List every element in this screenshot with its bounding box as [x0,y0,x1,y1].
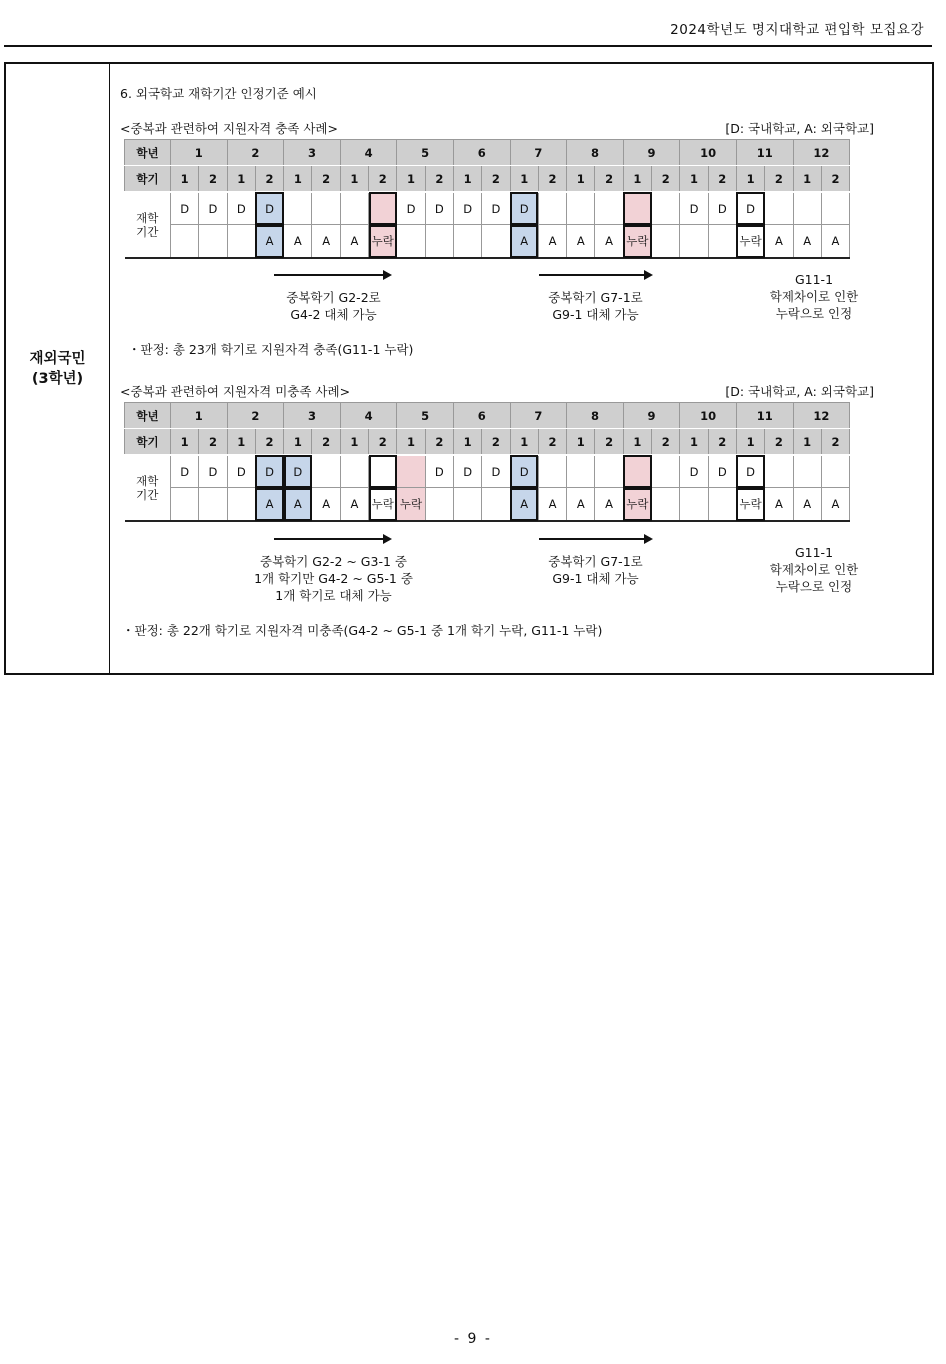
note-line: G11-1 [794,272,834,287]
semester-cell: 2 [312,429,340,456]
foreign-cell: A [821,225,849,259]
period-row-label: 재학 기간 [125,455,171,521]
year-cell: 6 [453,140,510,166]
foreign-cell [708,225,736,259]
year-cell: 6 [453,403,510,429]
semester-cell: 2 [765,166,793,193]
year-cell: 11 [736,140,793,166]
semester-cell: 2 [425,429,453,456]
case2-note-1 [236,553,431,604]
year-cell: 5 [397,140,454,166]
domestic-cell: D [199,192,227,225]
semester-cell: 2 [652,166,680,193]
foreign-cell: A [765,488,793,522]
semester-cell: 1 [171,429,199,456]
foreign-cell: A [793,488,821,522]
case2-arrow-1 [274,538,390,540]
note-line: 학제차이로 인한 [769,289,859,304]
domestic-cell [793,455,821,488]
foreign-cell [227,225,255,259]
domestic-cell [652,192,680,225]
note-line: 중복학기 G2-2로 [286,290,381,305]
foreign-cell [482,488,510,522]
domestic-cell: D [227,455,255,488]
case1-title: <중복과 관련하여 지원자격 충족 사례> [120,121,338,136]
semester-cell: 2 [482,429,510,456]
foreign-cell [199,225,227,259]
foreign-cell: 누락 [369,488,397,522]
year-cell: 5 [397,403,454,429]
case2-table [124,402,850,522]
year-cell: 11 [736,403,793,429]
year-cell: 1 [171,403,228,429]
year-cell: 8 [567,403,624,429]
domestic-cell: D [680,455,708,488]
foreign-cell: 누락 [623,488,651,522]
foreign-cell: A [567,225,595,259]
year-row-label: 학년 [125,140,171,166]
domestic-cell: D [708,455,736,488]
year-cell: 7 [510,140,567,166]
foreign-cell: A [793,225,821,259]
semester-cell: 2 [595,166,623,193]
domestic-cell: D [510,192,538,225]
foreign-cell: A [284,225,312,259]
foreign-cell [425,488,453,522]
semester-row-label: 학기 [125,429,171,456]
note-line: G9-1 대체 가능 [552,571,639,586]
semester-cell: 1 [793,166,821,193]
foreign-cell: A [284,488,312,522]
content-frame [4,62,934,675]
year-cell: 12 [793,140,850,166]
foreign-cell: A [538,225,566,259]
domestic-cell [340,455,368,488]
year-cell: 2 [227,140,284,166]
case1-arrow-2 [539,274,651,276]
foreign-cell [397,225,425,259]
domestic-cell [369,192,397,225]
note-line: G4-2 대체 가능 [290,307,377,322]
semester-cell: 1 [510,166,538,193]
note-line: 1개 학기만 G4-2 ~ G5-1 중 [254,571,413,586]
category-cell [6,64,110,673]
domestic-cell: D [482,192,510,225]
domestic-cell: D [171,455,199,488]
case2-note-2 [518,553,673,587]
page-number: - 9 - [454,1331,492,1347]
semester-cell: 2 [369,429,397,456]
domestic-cell: D [425,192,453,225]
header-rule [4,45,932,47]
year-cell: 1 [171,140,228,166]
semester-cell: 2 [821,166,849,193]
domestic-cell [538,192,566,225]
semester-cell: 1 [340,429,368,456]
foreign-cell [227,488,255,522]
semester-cell: 2 [765,429,793,456]
domestic-cell [369,455,397,488]
year-cell: 12 [793,403,850,429]
foreign-cell [708,488,736,522]
domestic-cell [567,192,595,225]
foreign-cell [482,225,510,259]
foreign-cell [199,488,227,522]
domestic-cell: D [453,192,481,225]
semester-cell: 2 [652,429,680,456]
domestic-cell: D [199,455,227,488]
year-cell: 8 [567,140,624,166]
semester-cell: 1 [680,166,708,193]
year-cell: 4 [340,140,397,166]
year-cell: 3 [284,403,341,429]
period-row-label: 재학 기간 [125,192,171,258]
semester-cell: 1 [567,166,595,193]
section-title: 6. 외국학교 재학기간 인정기준 예시 [120,86,317,101]
case1-arrow-1 [274,274,390,276]
domestic-cell: D [255,455,283,488]
semester-cell: 1 [680,429,708,456]
foreign-cell: A [510,488,538,522]
semester-cell: 1 [284,429,312,456]
note-line: 1개 학기로 대체 가능 [275,588,392,603]
foreign-cell [453,225,481,259]
semester-cell: 1 [227,429,255,456]
semester-cell: 2 [199,429,227,456]
semester-cell: 1 [397,166,425,193]
category-label-line1: 재외국민 [29,350,86,367]
domestic-cell [765,192,793,225]
year-cell: 9 [623,140,680,166]
domestic-cell: D [425,455,453,488]
domestic-cell [284,192,312,225]
domestic-cell [765,455,793,488]
semester-cell: 1 [623,429,651,456]
semester-cell: 1 [453,166,481,193]
case1-note-3 [739,271,889,322]
case2-title: <중복과 관련하여 지원자격 미충족 사례> [120,384,351,399]
foreign-cell [171,225,199,259]
domestic-cell [793,192,821,225]
note-line: G9-1 대체 가능 [552,307,639,322]
foreign-cell: A [595,225,623,259]
semester-cell: 2 [255,166,283,193]
year-cell: 4 [340,403,397,429]
domestic-cell [312,192,340,225]
semester-cell: 1 [793,429,821,456]
semester-cell: 2 [538,166,566,193]
semester-row-label: 학기 [125,166,171,193]
domestic-cell: D [680,192,708,225]
foreign-cell [171,488,199,522]
note-line: 누락으로 인정 [775,579,853,594]
semester-cell: 2 [538,429,566,456]
foreign-cell: 누락 [736,225,764,259]
domestic-cell: D [453,455,481,488]
semester-cell: 2 [255,429,283,456]
case1-table [124,139,850,259]
domestic-cell [595,455,623,488]
semester-cell: 1 [397,429,425,456]
semester-cell: 2 [708,166,736,193]
foreign-cell: 누락 [736,488,764,522]
domestic-cell [567,455,595,488]
semester-cell: 2 [199,166,227,193]
semester-cell: 1 [284,166,312,193]
case2-legend: [D: 국내학교, A: 외국학교] [725,384,874,399]
semester-cell: 2 [821,429,849,456]
foreign-cell [680,488,708,522]
semester-cell: 1 [227,166,255,193]
foreign-cell: A [538,488,566,522]
foreign-cell: A [567,488,595,522]
semester-cell: 1 [171,166,199,193]
foreign-cell: A [255,488,283,522]
foreign-cell: A [312,488,340,522]
year-cell: 7 [510,403,567,429]
domestic-cell [623,192,651,225]
foreign-cell: A [340,225,368,259]
note-line: 중복학기 G2-2 ~ G3-1 중 [260,554,407,569]
semester-cell: 2 [425,166,453,193]
semester-cell: 1 [510,429,538,456]
note-line: 중복학기 G7-1로 [548,290,643,305]
semester-cell: 1 [567,429,595,456]
foreign-cell: A [340,488,368,522]
domestic-cell [623,455,651,488]
case1-note-1 [256,289,411,323]
semester-cell: 1 [736,166,764,193]
note-line: 중복학기 G7-1로 [548,554,643,569]
semester-cell: 1 [453,429,481,456]
foreign-cell: 누락 [623,225,651,259]
semester-cell: 1 [736,429,764,456]
semester-cell: 1 [340,166,368,193]
domestic-cell [652,455,680,488]
domestic-cell [312,455,340,488]
foreign-cell [652,488,680,522]
foreign-cell: A [765,225,793,259]
foreign-cell: 누락 [369,225,397,259]
domestic-cell [595,192,623,225]
note-line: 학제차이로 인한 [769,562,859,577]
note-line: G11-1 [794,545,834,560]
domestic-cell: D [482,455,510,488]
domestic-cell [340,192,368,225]
case1-legend: [D: 국내학교, A: 외국학교] [725,121,874,136]
foreign-cell [652,225,680,259]
domestic-cell: D [736,192,764,225]
foreign-cell: A [510,225,538,259]
domestic-cell: D [255,192,283,225]
semester-cell: 2 [708,429,736,456]
domestic-cell: D [397,192,425,225]
domestic-cell: D [736,455,764,488]
domestic-cell [538,455,566,488]
domestic-cell: D [171,192,199,225]
case1-verdict: ・판정: 총 23개 학기로 지원자격 충족(G11-1 누락) [128,342,414,357]
year-cell: 2 [227,403,284,429]
foreign-cell: A [821,488,849,522]
year-cell: 10 [680,140,737,166]
page-header-title: 2024학년도 명지대학교 편입학 모집요강 [670,22,924,38]
domestic-cell: D [284,455,312,488]
case1-note-2 [518,289,673,323]
semester-cell: 2 [312,166,340,193]
foreign-cell [680,225,708,259]
foreign-cell [425,225,453,259]
category-label-line2: (3학년) [31,370,84,387]
domestic-cell: D [227,192,255,225]
semester-cell: 1 [623,166,651,193]
foreign-cell: A [312,225,340,259]
domestic-cell [821,192,849,225]
year-cell: 9 [623,403,680,429]
semester-cell: 2 [369,166,397,193]
domestic-cell [821,455,849,488]
case2-verdict: ・판정: 총 22개 학기로 지원자격 미충족(G4-2 ~ G5-1 중 1개 학기 누락, G11-1 누락) [122,623,603,638]
foreign-cell: 누락 [397,488,425,522]
foreign-cell: A [595,488,623,522]
year-cell: 10 [680,403,737,429]
case2-arrow-2 [539,538,651,540]
domestic-cell: D [708,192,736,225]
semester-cell: 2 [482,166,510,193]
domestic-cell: D [510,455,538,488]
year-cell: 3 [284,140,341,166]
domestic-cell [397,455,425,488]
foreign-cell [453,488,481,522]
case2-note-3 [739,544,889,595]
note-line: 누락으로 인정 [775,306,853,321]
foreign-cell: A [255,225,283,259]
year-row-label: 학년 [125,403,171,429]
semester-cell: 2 [595,429,623,456]
